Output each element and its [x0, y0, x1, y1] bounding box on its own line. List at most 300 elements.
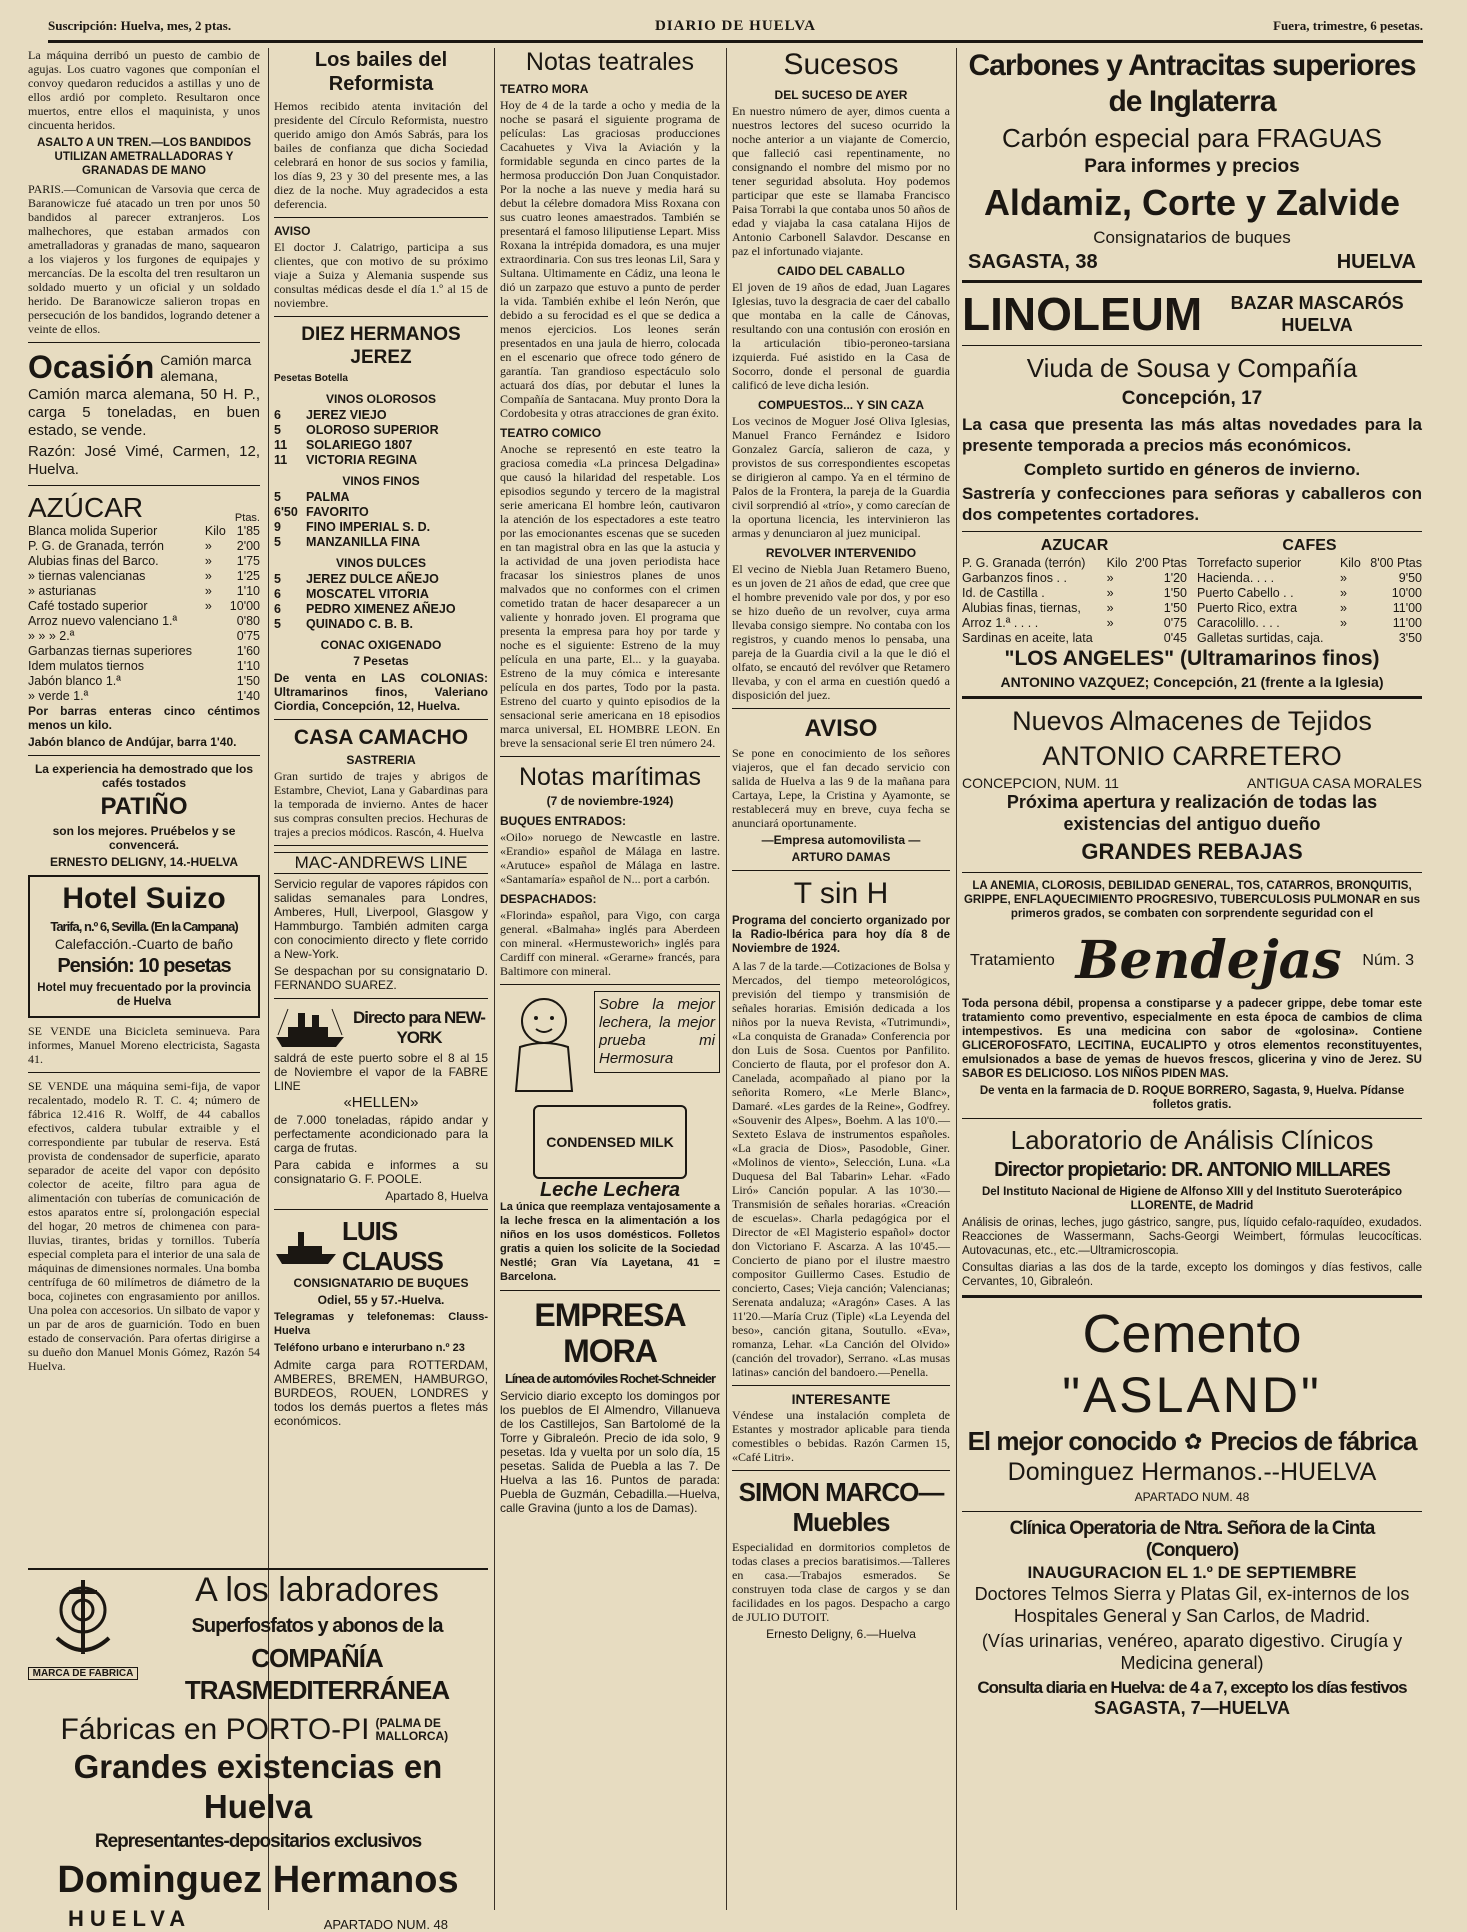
price-unit: » — [204, 539, 212, 553]
clauss-address: Odiel, 55 y 57.-Huelva. — [317, 1293, 445, 1307]
angeles-address: ANTONINO VAZQUEZ; Concepción, 21 (frente a la Iglesia) — [1000, 674, 1384, 690]
price-unit: » — [1339, 616, 1347, 630]
clinica-specialties: (Vías urinarias, venéreo, aparato digestivo. Cirugía y Medicina general) — [981, 1631, 1403, 1673]
price-item: Caracolillo. . . . — [1197, 616, 1280, 630]
dominguez-title: Dominguez Hermanos — [57, 1859, 459, 1901]
empresa-mora-sub: Línea de automóviles Rochet-Schneider — [504, 1371, 716, 1386]
price-item: » » » 2.ª — [28, 629, 75, 643]
wine-name: SOLARIEGO 1807 — [306, 438, 413, 452]
sousa-address: Concepción, 17 — [1121, 388, 1263, 409]
price-unit: » — [204, 584, 212, 598]
divider — [274, 998, 488, 999]
divider — [500, 756, 720, 757]
lab-title: Laboratorio de Análisis Clínicos — [1010, 1125, 1374, 1155]
price-row — [274, 423, 488, 438]
divider — [962, 1511, 1422, 1512]
interesante-title: INTERESANTE — [791, 1391, 891, 1407]
cafes-list — [1197, 538, 1422, 646]
azucar-cafes-ad — [962, 538, 1422, 646]
price-unit: Kilo — [1339, 556, 1361, 570]
logo-block — [28, 1570, 138, 1680]
ocasion-body: Camión marca alemana, 50 H. P., carga 5 toneladas, en buen estado, se vende. — [28, 386, 260, 439]
patino-body: son los mejores. Pruébelos y se convencerá. — [52, 824, 236, 852]
divider — [500, 984, 720, 985]
price-unit: » — [1106, 571, 1114, 585]
newspaper-title: DIARIO DE HUELVA — [654, 18, 817, 34]
price-row — [28, 539, 260, 554]
price-row — [274, 617, 488, 632]
price-value: 1'75 — [236, 554, 260, 568]
steamship-icon — [274, 1005, 346, 1051]
price-unit: Kilo — [1106, 556, 1128, 570]
finos-list — [274, 490, 488, 550]
fabricas: Fábricas en PORTO-PI — [60, 1713, 370, 1746]
price-unit: » — [1106, 601, 1114, 615]
dulces-heading: VINOS DULCES — [335, 556, 426, 570]
price-row — [28, 599, 260, 614]
new-york-ad — [274, 1005, 488, 1051]
price-item: Garbanzos finos . . — [962, 571, 1067, 585]
wine-price: 6 — [274, 587, 281, 601]
bendejas-brand: Bendejas — [1075, 930, 1342, 991]
steamship-icon — [274, 1226, 338, 1266]
azucar-price-list — [28, 492, 260, 749]
price-value: 1'20 — [1163, 571, 1187, 585]
column-3 — [500, 48, 720, 1910]
asland-ad — [962, 1304, 1422, 1505]
price-item: » asturianas — [28, 584, 97, 598]
leche-brand: Leche Lechera — [539, 1179, 681, 1201]
cafes-heading: CAFES — [1282, 537, 1337, 554]
azucar-note: Por barras enteras cinco céntimos menos un kilo. — [28, 704, 260, 732]
divider — [732, 1385, 950, 1386]
price-item: » tiernas valencianas — [28, 569, 146, 583]
wine-price: 5 — [274, 572, 281, 586]
subscription-local: Suscripción: Huelva, mes, 2 ptas. — [48, 18, 232, 33]
rebajas: GRANDES REBAJAS — [1081, 839, 1303, 864]
column-rule — [494, 48, 495, 1910]
clinica-ad — [962, 1518, 1422, 1716]
column-rule — [956, 48, 957, 1910]
diez-columns: Pesetas Botella — [274, 373, 348, 384]
price-value: 11'00 — [1392, 601, 1422, 615]
divider — [28, 485, 260, 486]
machine-ad: SE VENDE una máquina semi-fija, de vapor recalentado, modelo R. T. C. 4; número de fábrica 12.416 R. Wolff, de 44 caballos efectivos, caldera tubular extraible y el correspondiente par tubular de reserva. Está provista de condensador de superficie, aparato separador de aceite del vapor con depósito colector de aceite, filtro para agua de alimentación con tuberías de comunicación de estos aparatos entre sí, prolongación especial del hogar, 20 metros de chimenea con para-lluvias, tirantes, bridas y tornillos. Tubería especial completa para el interior de una sala de máquinas de dimensiones normales. Una bomba centrífuga de 60 milímetros de diámetro de la boca, cojinetes con engrasamiento por anillos. Una polea con accesorios. Un silbato de vapor y un par de aros de guarnición. Todo en buen estado de conservación. Para ofertas dirigirse a su dueño don Manuel Monis Gómez, Razón 54 Huelva. — [28, 1079, 260, 1373]
hotel-title: Hotel Suizo — [62, 882, 226, 915]
price-value: 11'00 — [1392, 616, 1422, 630]
conac-price: 7 Pesetas — [353, 654, 409, 668]
price-row — [1197, 571, 1422, 586]
wine-name: MANZANILLA FINA — [306, 535, 421, 549]
price-value: 9'50 — [1398, 571, 1422, 585]
azucar-title: AZÚCAR — [28, 492, 144, 523]
price-row — [28, 644, 260, 659]
clinica-address: SAGASTA, 7—HUELVA — [1093, 1698, 1290, 1718]
notas-teatrales-title: Notas teatrales — [525, 48, 695, 76]
masthead — [48, 10, 1423, 43]
azucar-list — [962, 538, 1187, 646]
price-value: 8'00 Ptas — [1370, 556, 1422, 570]
hotel-heating: Calefacción.-Cuarto de baño — [54, 936, 234, 952]
hotel-address: Tarifa, n.º 6, Sevilla. (En la Campana) — [50, 919, 238, 934]
price-row — [962, 631, 1187, 646]
sousa-body-1: La casa que presenta las más altas novedades para la presente temporada a precios más económicos. — [962, 415, 1422, 455]
price-item: Blanca molida Superior — [28, 524, 158, 538]
ny-body: saldrá de este puerto sobre el 8 al 15 de Noviembre el vapor de la FABRE LINE — [274, 1051, 488, 1093]
laboratorio-ad — [962, 1125, 1422, 1289]
divider — [962, 872, 1422, 873]
price-row — [28, 659, 260, 674]
wine-price: 5 — [274, 490, 281, 504]
simon-address: Ernesto Deligny, 6.—Huelva — [766, 1627, 916, 1641]
carbones-ad — [962, 48, 1422, 274]
divider — [28, 1072, 260, 1073]
asland-tag-1: El mejor conocido — [967, 1426, 1176, 1456]
trasmediterranea-ad — [28, 1568, 488, 1932]
suceso-sub: DEL SUCESO DE AYER — [774, 88, 908, 102]
price-unit — [205, 689, 227, 704]
lab-hours: Consultas diarias a las dos de la tarde, excepto los domingos y días festivos, calle Cervantes, 10, Gibraleón. — [962, 1262, 1422, 1288]
price-value: 0'75 — [1163, 616, 1187, 630]
price-row — [962, 601, 1187, 616]
price-value: 0'75 — [236, 629, 260, 643]
price-row — [962, 556, 1187, 571]
price-row — [274, 490, 488, 505]
sucesos-title: Sucesos — [783, 48, 899, 81]
price-item: P. G. de Granada, terrón — [28, 539, 164, 553]
aldamiz-address-row — [962, 251, 1422, 274]
price-row — [274, 505, 488, 520]
clinica-inauguration: INAUGURACION EL 1.º DE SEPTIEMBRE — [1027, 1563, 1357, 1582]
wine-name: MOSCATEL VITORIA — [306, 587, 429, 601]
subscription-outside: Fuera, trimestre, 6 pesetas. — [1273, 18, 1423, 33]
sousa-ad — [962, 352, 1422, 525]
price-item: Alubias finas, tiernas, — [962, 601, 1081, 615]
price-value: 10'00 — [229, 599, 260, 613]
almacenes-name: ANTONIO CARRETERO — [1042, 741, 1342, 771]
simon-body: Especialidad en dormitorios completos de todas clases a precios baratisimos.—Talleres en casa.—Trabajos esmerados. Se construyen toda clase de cargos y se dan facilidades en los pagos. Despacho a cargo de JULIO DUTOIT. — [732, 1540, 950, 1624]
teatro-mora-sub: TEATRO MORA — [500, 82, 589, 96]
existencias: Grandes existencias en Huelva — [73, 1748, 443, 1825]
price-item: Café tostado superior — [28, 599, 148, 613]
patino-address: ERNESTO DELIGNY, 14.-HUELVA — [49, 855, 239, 869]
price-table — [28, 524, 260, 704]
azucar-note-2: Jabón blanco de Andújar, barra 1'40. — [28, 735, 237, 749]
price-row — [28, 629, 260, 644]
wine-price: 6 — [274, 408, 281, 422]
dominguez-apartado: APARTADO NUM. 48 — [323, 1917, 448, 1932]
baby-illustration-icon — [500, 991, 590, 1101]
azucar-heading: AZUCAR — [1040, 537, 1109, 554]
aldamiz-title: Aldamiz, Corte y Zalvide — [983, 182, 1401, 223]
wine-price: 11 — [274, 438, 288, 452]
price-unit: » — [204, 599, 212, 613]
finos-heading: VINOS FINOS — [342, 474, 420, 488]
price-row — [274, 572, 488, 587]
ocasion-title: Ocasión — [28, 349, 155, 385]
price-value: 2'00 — [236, 539, 260, 553]
aviso-doctor-body: El doctor J. Calatrigo, participa a sus clientes, que con motivo de su próximo viaje a Suiza y Alemania suspende sus consultas médicas desde el día 1.º al 15 de noviembre. — [274, 240, 488, 310]
bailes-body: Hemos recibido atenta invitación del presidente del Círculo Reformista, nuestro querido amigo don Amós Sabrás, para los bailes de confianza que dicha Sociedad celebrará en honor de sus socios y familia, los días 9, 23 y 30 del presente mes, a las diez de la noche. Muy agradecidos a esta deferencia. — [274, 99, 488, 211]
price-row — [28, 569, 260, 584]
divider — [28, 755, 260, 756]
divider — [274, 217, 488, 218]
leche-can: CONDENSED MILK — [546, 1134, 674, 1150]
cafes-table — [1197, 556, 1422, 646]
tsinh-title: T sin H — [793, 877, 889, 910]
almacenes-body: Próxima apertura y realización de todas las existencias del antiguo dueño — [1006, 792, 1378, 834]
bendejas-body: Toda persona débil, propensa a constiparse y a padecer grippe, debe tomar este tratamiento como preventivo, especialmente en esta época de cambios de clima intempestivos. Es una medicina con sabor de «golosina». Contiene GLICEROFOSFATO, LECITINA, EUCALIPTO y otros elementos reconstituyentes, emulsionados a base de yemas de huevos frescos, glicerina y vino de Jerez. SU SABOR ES DELICIOSO. LOS NIÑOS PIDEN MAS. — [962, 998, 1422, 1080]
price-unit: Kilo — [204, 524, 226, 538]
mac-title: MAC-ANDREWS LINE — [274, 852, 488, 874]
patino-intro: La experiencia ha demostrado que los cafés tostados — [34, 762, 254, 790]
price-value: 0'80 — [236, 614, 260, 628]
sousa-body-2: Completo surtido en géneros de invierno. — [1023, 460, 1361, 479]
fabricas-row — [28, 1713, 488, 1747]
entrados-sub: BUQUES ENTRADOS: — [500, 814, 627, 828]
aviso-body: Se pone en conocimiento de los señores viajeros, que el fan decado servicio con salida de Huelva a las 9 de la mañana para Cartaya, Lepe, la Cristina y Ayamonte, se restablecerá muy en breve, cuya fecha se anunciará oportunamente. — [732, 746, 950, 830]
azucar-unit: Ptas. — [234, 512, 260, 524]
wine-price: 5 — [274, 423, 281, 437]
price-row — [274, 535, 488, 550]
suceso-body: En nuestro número de ayer, dimos cuenta a nuestros lectores del suceso ocurrido la noche anterior a un viajante de Comercio, que falleció casi repentinamente, no consignando el nombre del mismo por no tener seguridad absoluta. Hoy podemos participar que este se llamaba Francisco Paisa Torrabi la que contaba unos 50 años de edad y viajaba la casa catalana Hijos de Antonio Carbonell Salavdor. Descanse en paz el infortunado viajante. — [732, 104, 950, 258]
divider — [962, 280, 1422, 283]
price-value: 10'00 — [1391, 586, 1422, 600]
column-1 — [28, 48, 260, 1586]
despachados-body: «Florinda» español, para Vigo, con carga general. «Balmaha» inglés para Aberdeen con mineral. «Hermusteworich» inglés para Cardiff con mineral. «Gerarne» francés, para Baltimore con mineral. — [500, 908, 720, 978]
divider — [732, 870, 950, 871]
clauss-body: Admite carga para ROTTERDAM, AMBERES, BREMEN, HAMBURGO, BURDEOS, ROUEN, LONDRES y todos los demás puertos a fletes más económicos. — [274, 1358, 488, 1428]
asland-title: "ASLAND" — [1062, 1367, 1322, 1423]
price-item: Id. de Castilla . — [962, 586, 1045, 600]
teatro-mora-body: Hoy de 4 de la tarde a ocho y media de la noche se pasará el siguiente programa de películas: Las graciosas producciones Cacahuetes y Viva la Aviación y la formidable segunda en cinco partes de la hermosa producción Don Juan Conquistador. Por la noche a las nueve y media hará su debut la célebre domadora Miss Roxana con sus cuatro leones amaestrados. También se presentará el famoso liliputiense Lepart. Miss Roxana la intrépida domadora, es una mujer extraordinaria. Con sus tres leonas Lil, Sara y Sultana. Ultimamente en Cádiz, una leona le dió un zarpazo que estuvo a punto de perder la vida. También exhibe el león Nerón, que debido a su ferocidad es el que se dedica a menos ejercicios. Los leones serán presentados en una jaula de hierro, colocada en el escenario que ofrece todo género de garantía. Tan grandioso espectáculo solo actuará dos días, por debutar el lunes la Compañía de Santacana. Muy pronto Dora la Cordobesita y otras atracciones de gran éxito. — [500, 98, 720, 420]
bendejas-num: Núm. 3 — [1362, 951, 1414, 969]
empresa-mora-body: Servicio diario excepto los domingos por los pueblos de El Almendro, Villanueva de los Castillejos, San Bartolomé de la Torre y Gibraleón. Precio de ida solo, 9 pesetas. Ida y vuelta por un solo día, 15 pesetas. Salida de Puebla a las 7. De Huelva a las 16. Puntos de parada: Puebla de Guzmán, Cebadilla.—Huelva, calle Gravina (junto a los de Damas). — [500, 1389, 720, 1515]
asland-tag-2: Precios de fábrica — [1210, 1426, 1417, 1456]
ocasion-body-head: Camión marca alemana, — [160, 351, 252, 384]
ny-contact: Para cabida e informes a su consignatario G. F. POOLE. — [274, 1158, 488, 1186]
price-row — [28, 674, 260, 689]
aldamiz-city: HUELVA — [1336, 251, 1416, 273]
price-value: 1'60 — [236, 644, 260, 658]
price-item: » verde 1.ª — [28, 689, 89, 703]
train-intro: La máquina derribó un puesto de cambio de agujas. Los cuatro vagones que componían el convoy quedaron reducidos a astillas y uno de ellos ardió por completo. Resultaron once muertos, entre ellos el maquinista, y unos cincuenta heridos. — [28, 48, 260, 132]
angeles-title: "LOS ANGELES" (Ultramarinos finos) — [1004, 647, 1380, 670]
superfosfatos: Superfosfatos y abonos de la — [191, 1615, 443, 1637]
wine-name: JEREZ DULCE AÑEJO — [306, 572, 439, 586]
price-row — [1197, 616, 1422, 631]
aviso-name: ARTURO DAMAS — [791, 850, 891, 864]
assault-body: PARIS.—Comunican de Varsovia que cerca de Baranowicze fué atacado un tren por unos 50 bandidos al parecer extranjeros. Los malhechores, que estaban armados con ametralladoras y granadas de mano, saquearon a los viajeros y los furgones de equipajes y mercancías. De la escolta del tren resultaron un soldado muerto y un oficial y un soldado herido. De Baranowicze salieron tropas en persecución de los bandidos, logrando detener a veinte de ellos. — [28, 182, 260, 336]
price-value: 1'40 — [236, 689, 260, 703]
price-item: P. G. Granada (terrón) — [962, 556, 1086, 570]
linoleum-ad — [962, 289, 1422, 339]
sousa-body-3: Sastrería y confecciones para señoras y caballeros con dos competentes cortadores. — [962, 484, 1422, 524]
price-row — [28, 689, 260, 704]
cemento-title: Cemento — [1082, 1304, 1302, 1364]
lab-body: Análisis de orinas, leches, jugo gástrico, sangre, pus, líquido cefalo-raquídeo, exudados. Reacciones de Wassermann, Sachs-Georgi Weimbert, fórmulas leucocíticas. Autovacunas, etc., etc.—Ultramicroscopia. — [962, 1217, 1422, 1257]
leche-lechera-ad — [500, 991, 720, 1284]
mac-agent: Se despachan por su consignatario D. FERNANDO SUAREZ. — [274, 964, 488, 992]
asland-tagline — [962, 1426, 1422, 1457]
camacho-sub: SASTRERIA — [346, 753, 416, 767]
tsinh-sub: Programa del concierto organizado por la Radio-Ibérica para hoy día 8 de Noviembre de 1924. — [732, 915, 950, 955]
clauss-tel: Telegramas y telefonemas: Clauss-Huelva — [274, 1311, 488, 1337]
wine-price: 11 — [274, 453, 288, 467]
anchor-logo-icon — [37, 1570, 129, 1662]
divider — [28, 342, 260, 343]
tratamiento: Tratamiento — [970, 951, 1055, 969]
interesante-body: Véndese una instalación completa de Estantes y mostrador aplicable para tienda comestibles o bebidas. Razón Carmen 15, «Café Litri». — [732, 1408, 950, 1464]
price-row — [1197, 601, 1422, 616]
price-value: 0'45 — [1163, 631, 1187, 645]
lab-director: Director propietario: DR. ANTONIO MILLARES — [994, 1159, 1390, 1181]
price-item: Torrefacto superior — [1197, 556, 1302, 570]
price-item: Alubias finas del Barco. — [28, 554, 159, 568]
clauss-ad — [274, 1216, 488, 1276]
mac-body: Servicio regular de vapores rápidos con salidas semanales para Londres, Amberes, Hull, Liverpool, Glasgow y Hammburgo. También admiten carga con conocimiento directo y flete corrido a New-York. — [274, 877, 488, 961]
despachados-sub: DESPACHADOS: — [500, 892, 597, 906]
column-4 — [732, 48, 950, 1910]
almacenes-address: CONCEPCION, NUM. 11 — [962, 775, 1119, 791]
olorosos-list — [274, 408, 488, 468]
wine-name: PEDRO XIMENEZ AÑEJO — [306, 602, 456, 616]
empresa-mora-title: EMPRESA MORA — [534, 1297, 686, 1369]
notas-maritimas-title: Notas marítimas — [519, 763, 701, 791]
price-row — [1197, 631, 1422, 646]
ocasion-ad — [28, 349, 260, 479]
almacenes-ad — [962, 705, 1422, 866]
hotel-note: Hotel muy frecuentado por la provincia de Huelva — [37, 982, 251, 1008]
compania: COMPAÑÍA TRASMEDITERRÁNEA — [184, 1643, 450, 1705]
price-row — [28, 524, 260, 539]
price-row — [962, 586, 1187, 601]
divider — [962, 1118, 1422, 1119]
price-row — [274, 587, 488, 602]
wine-name: PALMA — [306, 490, 350, 504]
aviso-title: AVISO — [804, 715, 878, 742]
wine-name: JEREZ VIEJO — [306, 408, 387, 422]
bendejas-intro: LA ANEMIA, CLOROSIS, DEBILIDAD GENERAL, TOS, CATARROS, BRONQUITIS, GRIPPE, ENFLAQUECIMIENTO PROGRESIVO, TUBERCULOSIS PULMONAR en sus primeros grados, se combaten con sorprendente seguridad con el — [963, 880, 1420, 920]
price-unit: » — [1339, 586, 1347, 600]
divider — [274, 316, 488, 317]
conac-heading: CONAC OXIGENADO — [320, 638, 442, 652]
teatro-comico-body: Anoche se representó en este teatro la graciosa comedia «La princesa Delgadina» que causó la hilaridad del respetable. Los episodios segundo y tercero de la magistral serie americana El hombre león, cautivaron la atención de los espectadores a este teatro por las emocionantes escenas que se suceden en tan magistral obra en las que la astucia y la actividad de una joven periodista hace fracasar los siniestros planes de unos malvados que no conformes con el crimen cometido tratan de hacer desaparecer a un valiente y honrado joven. El programa que presenta la empresa para hoy por tarde y noche es el siguiente: Estreno de la muy película en una parte, El... y la guayaba. Estreno de la muy cómica e interesante película en dos partes, Todo por la pasta. Estreno del cuarto y quinto episodios de la sensacional serie americana en 18 episodios marca universal, EL HOMBRE LEON. En breve la sensacional serie El tren número 24. — [500, 442, 720, 750]
price-value: 1'25 — [236, 569, 260, 583]
bendejas-ad — [962, 879, 1422, 1112]
divider — [274, 719, 488, 720]
almacenes-old: ANTIGUA CASA MORALES — [1246, 775, 1422, 791]
dominguez-footer — [28, 1906, 488, 1932]
price-unit: » — [1339, 571, 1347, 585]
price-row — [274, 408, 488, 423]
price-value: 1'50 — [1163, 601, 1187, 615]
clauss-sub: CONSIGNATARIO DE BUQUES — [293, 1276, 469, 1290]
price-unit — [205, 644, 227, 659]
hotel-pension: Pensión: 10 pesetas — [57, 955, 231, 977]
price-row — [28, 614, 260, 629]
price-item: Arroz nuevo valenciano 1.ª — [28, 614, 178, 628]
column-5 — [962, 48, 1422, 1910]
price-row — [1197, 586, 1422, 601]
entrados-body: «Oilo» noruego de Newcastle en lastre. «Erandio» español de Málaga en lastre. «Arutuce» español de Málaga en lastre. «Santamaría» español de N... port a carbón. — [500, 830, 720, 886]
wine-name: QUINADO C. B. B. — [306, 617, 413, 631]
carbon-fragua: Carbón especial para FRAGUAS — [1001, 123, 1383, 153]
ny-title: Directo para NEW-YORK — [353, 1008, 485, 1047]
lab-institute: Del Instituto Nacional de Higiene de Alfonso XIII y del Instituto Sueroterápico LLORENTE, de Madrid — [981, 1186, 1402, 1212]
azucar-table — [962, 556, 1187, 646]
price-item: Jabón blanco 1.ª — [28, 674, 121, 688]
divider — [732, 708, 950, 709]
almacenes-row — [962, 775, 1422, 791]
camacho-title: CASA CAMACHO — [293, 726, 469, 749]
price-item: Garbanzas tiernas superiores — [28, 644, 192, 658]
price-row — [1197, 556, 1422, 571]
patino-ad — [28, 762, 260, 869]
camacho-body: Gran surtido de trajes y abrigos de Estambre, Cheviot, Lana y Gabardinas para la temporada de invierno. Antes de hacer sus compras consulten precios. Hechuras de trajes a precios módicos. Rascón, 4. Huelva — [274, 769, 488, 839]
price-unit: » — [204, 569, 212, 583]
revolver-body: El vecino de Niebla Juan Retamero Bueno, es un joven de 21 años de edad, que cree que el hombre prevenido vale por dos, y por eso se hizo dueño de un revolver, cuya arma llevaba consigo siempre. No contaba con los registros, y cuando menos lo pensaba, una pareja de la Guardia civil a la que le dió el olfato, se encautó del revólver que Retamero llevaba, y con el arma en cuestión quedó a disposición del juez. — [732, 562, 950, 702]
asland-apartado: APARTADO NUM. 48 — [1134, 1490, 1250, 1504]
assault-headline: ASALTO A UN TREN.—LOS BANDIDOS UTILIZAN AMETRALLADORAS Y GRANADAS DE MANO — [36, 137, 252, 177]
divider — [962, 696, 1422, 699]
price-item: Hacienda. . . . — [1197, 571, 1275, 585]
price-row — [274, 520, 488, 535]
bendejas-sale: De venta en la farmacia de D. ROQUE BORRERO, Sagasta, 9, Huelva. Pídanse folletos gratis. — [979, 1085, 1405, 1111]
price-unit: » — [1106, 616, 1114, 630]
carbones-title: Carbones y Antracitas superiores de Inglaterra — [968, 49, 1416, 118]
compuestos-body: Los vecinos de Moguer José Oliva Iglesias, Manuel Franco Fernández e Isidoro Gonzalez García, salieron de caza, y provistos de sus correspondientes escopetas se dirigieron al campo. Ya en el término de Palos de la Frontera, la pareja de la Guardia civil sorprendió al «trío», y como carecían de la oportuna licencia, les intervinieron las armas y denunciaron al juez municipal. — [732, 414, 950, 540]
marca-label: MARCA DE FABRICA — [28, 1667, 138, 1680]
ocasion-contact: Razón: José Vimé, Carmen, 12, Huelva. — [28, 443, 260, 478]
dominguez-city: HUELVA — [68, 1906, 192, 1931]
price-unit — [205, 629, 227, 644]
clinica-doctors: Doctores Telmos Sierra y Platas Gil, ex-internos de los Hospitales General y San Carlos, de Madrid. — [974, 1584, 1410, 1626]
leche-body: La única que reemplaza ventajosamente a la leche fresca en la alimentación a los niños en los usos domésticos. Folletos gratis a quien los solicite de la Sociedad Nestlé; Gran Vía Layetana, 41 = Barcelona. — [500, 1201, 720, 1283]
price-item: Galletas surtidas, caja. — [1197, 631, 1324, 645]
hotel-suizo-ad — [28, 875, 260, 1018]
ny-apartado: Apartado 8, Huelva — [385, 1189, 488, 1203]
ny-body-2: de 7.000 toneladas, rápido andar y perfectamente acondicionado para la carga de frutas. — [274, 1113, 488, 1155]
diez-sale: De venta en LAS COLONIAS: Ultramarinos finos, Valeriano Ciordia, Concepción, 12, Huelva. — [274, 671, 488, 713]
wine-price: 6 — [274, 602, 281, 616]
price-row — [28, 554, 260, 569]
price-value: 1'50 — [236, 674, 260, 688]
wine-name: OLOROSO SUPERIOR — [306, 423, 439, 437]
wine-price: 6'50 — [274, 505, 298, 519]
flower-icon: ✿ — [1183, 1428, 1203, 1454]
column-rule — [726, 48, 727, 1910]
maritimas-date: (7 de noviembre-1924) — [546, 794, 674, 808]
price-row — [962, 571, 1187, 586]
price-row — [274, 438, 488, 453]
palma: (PALMA DE MALLORCA) — [375, 1716, 449, 1743]
price-value: 1'10 — [236, 584, 260, 598]
divider — [962, 345, 1422, 346]
bendejas-brand-row — [962, 924, 1422, 997]
asland-distributor: Dominguez Hermanos.--HUELVA — [1007, 1458, 1377, 1486]
price-unit: » — [1106, 586, 1114, 600]
price-unit — [205, 659, 227, 674]
price-unit — [205, 674, 227, 689]
divider — [274, 845, 488, 846]
column-2 — [274, 48, 488, 1586]
olorosos-heading: VINOS OLOROSOS — [325, 392, 436, 406]
price-value: 2'00 Ptas — [1135, 556, 1187, 570]
aldamiz-sub: Consignatarios de buques — [1093, 228, 1291, 247]
price-item: Idem mulatos tiernos — [28, 659, 145, 673]
patino-name: PATIÑO — [100, 793, 188, 820]
